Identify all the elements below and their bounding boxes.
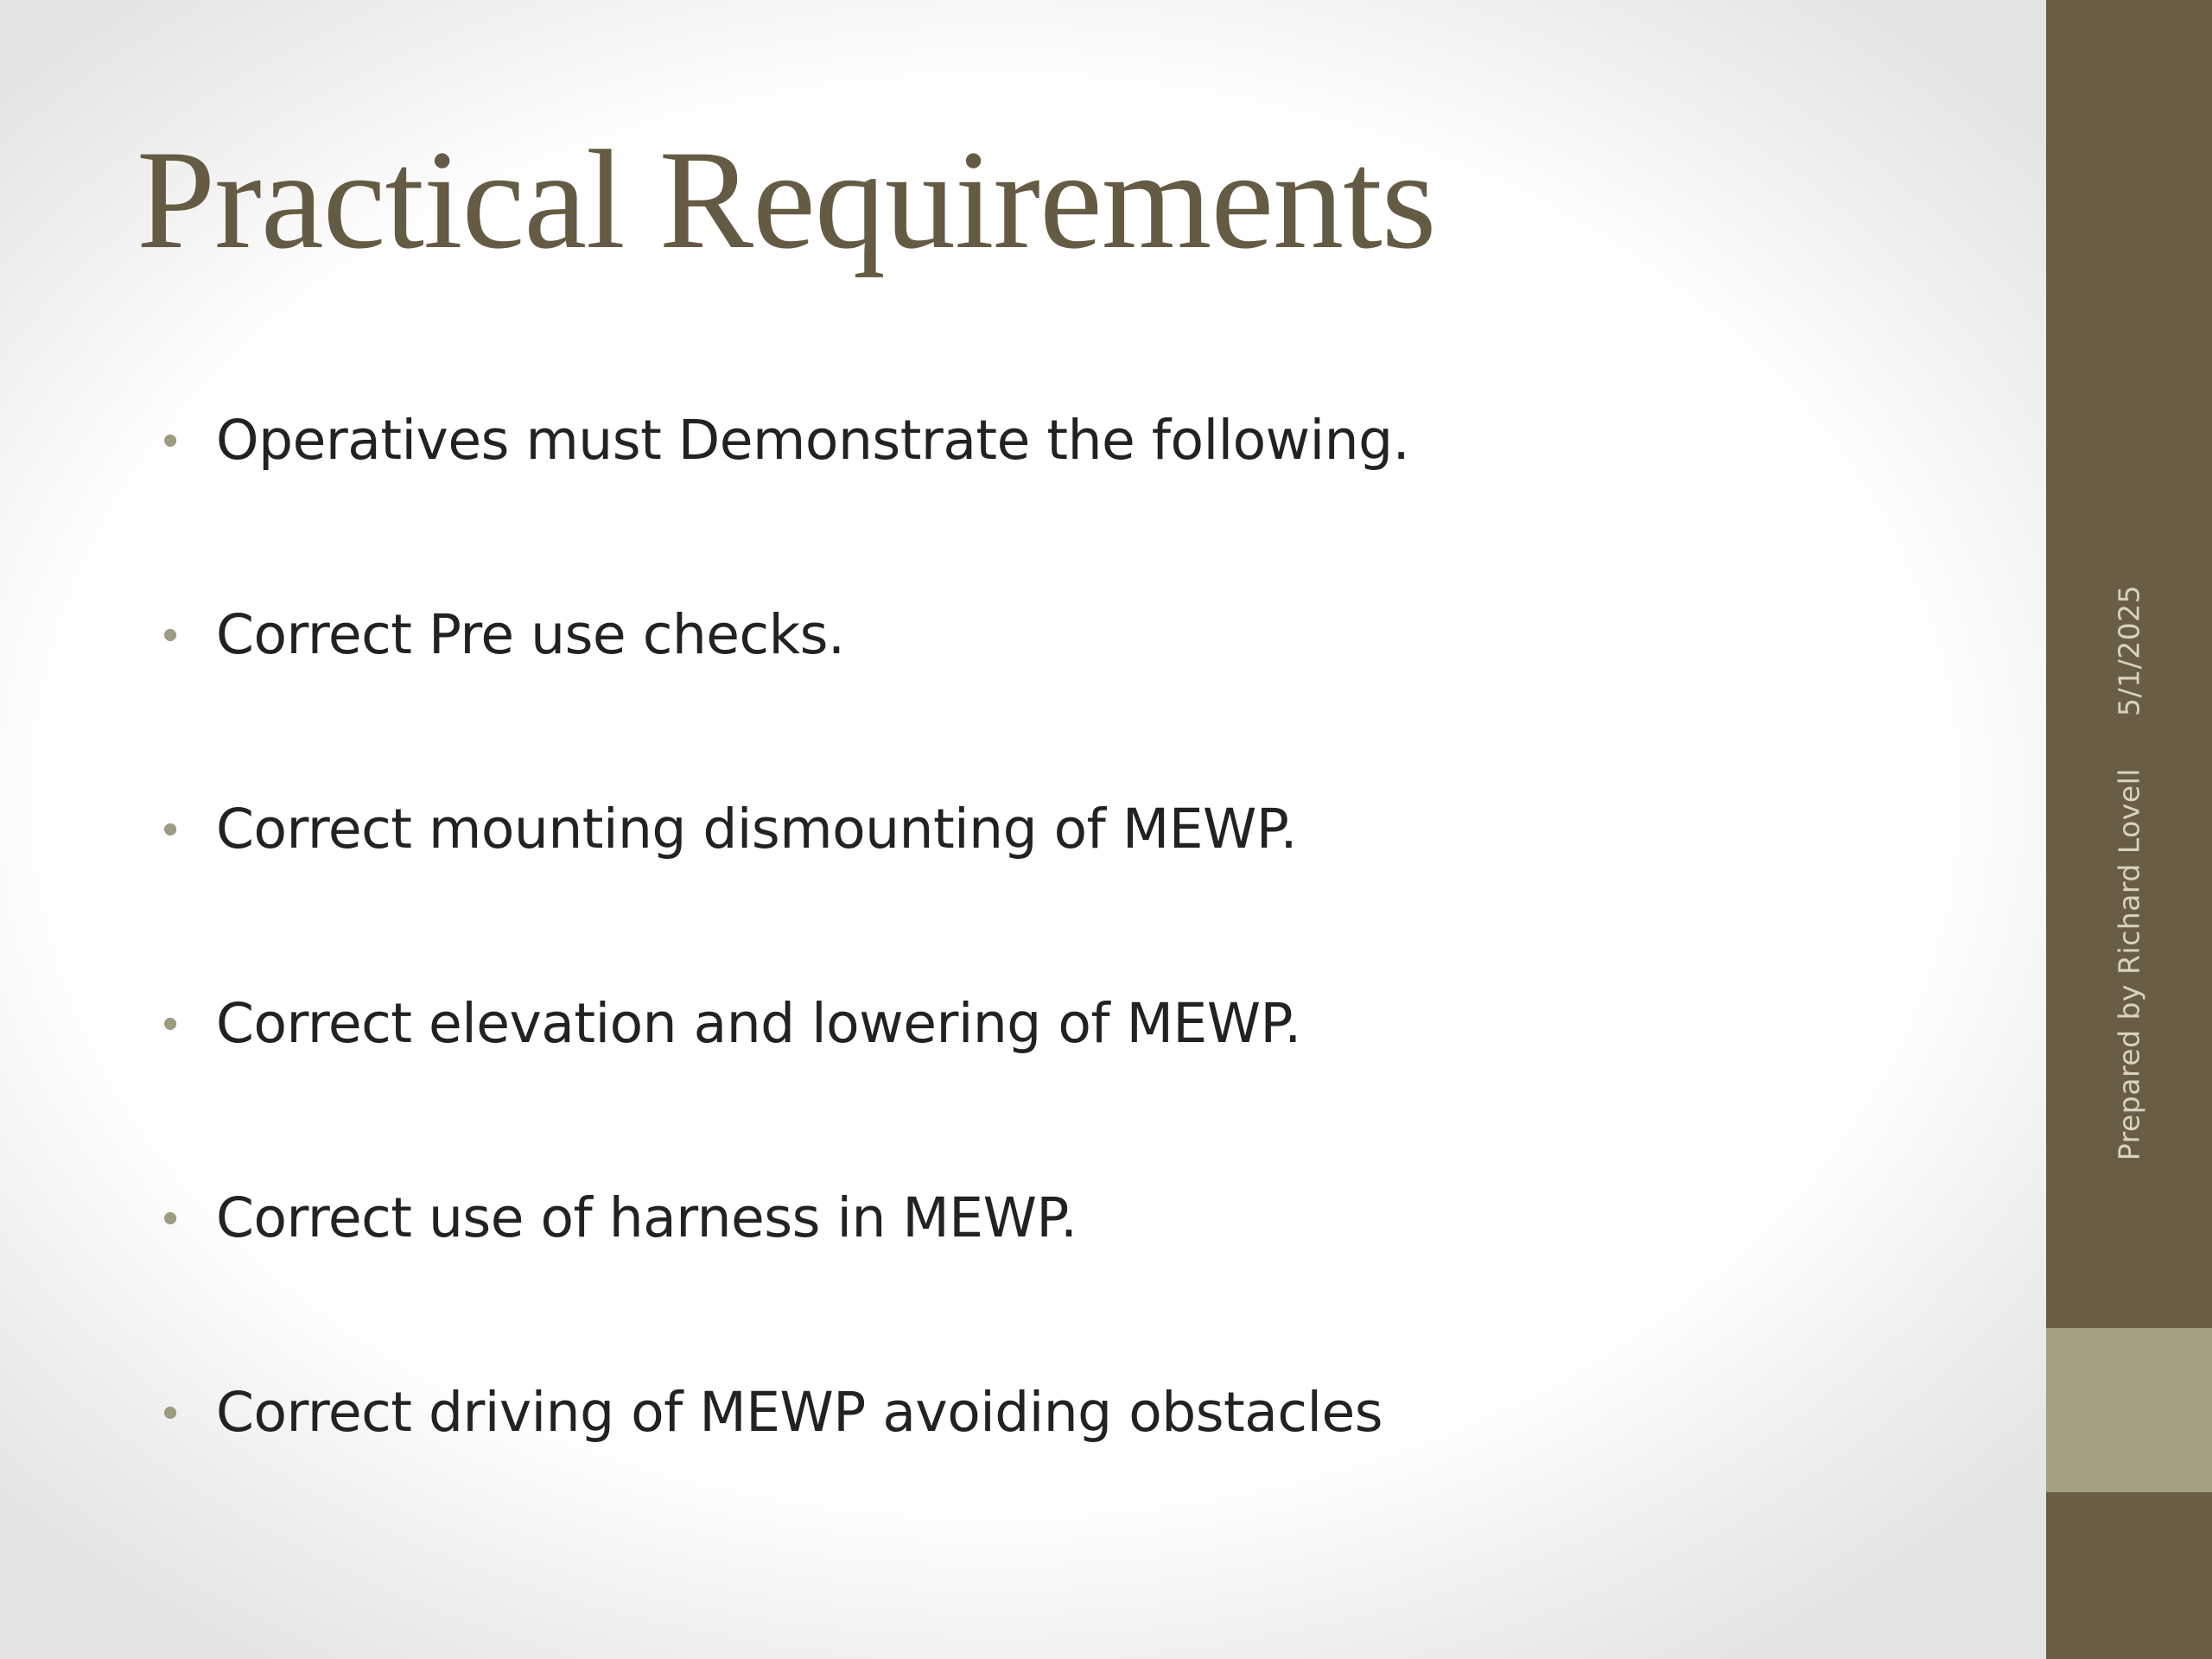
bullet-marker: • [162,416,179,466]
slide-title: Practical Requirements [137,122,1436,278]
bullet-marker: • [162,610,179,660]
bullet-text: Correct Pre use checks. [216,603,845,666]
bullet-text: Correct driving of MEWP avoiding obstacles [216,1381,1383,1444]
bullet-text: Correct elevation and lowering of MEWP. [216,992,1301,1055]
bullet-text: Operatives must Demonstrate the following. [216,409,1410,472]
side-footer [2113,585,2146,1160]
bullet-text: Correct mounting dismounting of MEWP. [216,798,1298,861]
side-accent-block [2046,1328,2212,1492]
bullet-marker: • [162,1388,179,1438]
footer-author: Prepared by Richard Lovell [2112,768,2146,1161]
side-bar [2046,0,2212,1659]
footer-date: 5/1/2025 [2112,584,2146,717]
bullet-marker: • [162,999,179,1049]
bullet-marker: • [162,804,179,855]
bullet-text: Correct use of harness in MEWP. [216,1186,1077,1249]
bullet-marker: • [162,1193,179,1243]
